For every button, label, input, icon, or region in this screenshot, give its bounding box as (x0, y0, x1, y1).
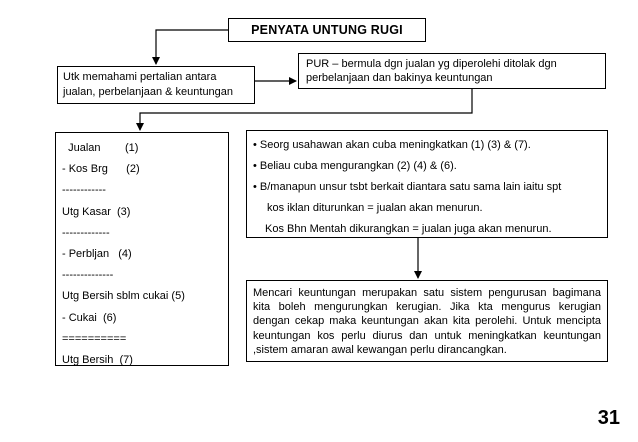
note-bullet-3-example-2: Kos Bhn Mentah dikurangkan = jualan juga akan menurun. (265, 223, 552, 235)
income-line: - Perbljan (4) (62, 247, 132, 260)
arrow-title-to-intro (156, 30, 228, 64)
summary-text: Mencari keuntungan merupakan satu sistem pengurusan bagimana kita boleh mengurungkan kerugian. Jika kta mengurus kerugian dengan cekap maka keuntungan akan kita perolehi. Untuk mencipta keuntungan kos perlu diurus dan untuk meningkatkan keuntungan ,sistem amaran awal kewangan perlu dirancangkan. (253, 287, 601, 356)
pur-definition-box (298, 53, 606, 89)
note-bullet-2: • Beliau cuba mengurangkan (2) (4) & (6). (253, 160, 457, 172)
income-line: Jualan (1) (62, 142, 139, 154)
income-line: Utg Kasar (3) (62, 205, 131, 218)
pur-line-1: PUR – bermula dgn jualan yg diperolehi ditolak dgn (306, 58, 557, 70)
income-separator: ========== (62, 332, 127, 345)
pur-line-2: perbelanjaan dan bakinya keuntungan (306, 72, 493, 84)
income-statement-box (55, 132, 229, 366)
intro-box (57, 66, 255, 104)
income-line: - Kos Brg (2) (62, 163, 140, 176)
note-bullet-3-example-1: kos iklan diturunkan = jualan akan menurun. (267, 202, 483, 214)
income-separator: -------------- (62, 269, 114, 282)
diagram-title: PENYATA UNTUNG RUGI (251, 23, 403, 37)
note-bullet-3: • B/manapun unsur tsbt berkait diantara satu sama lain iaitu spt (253, 181, 562, 193)
income-line: Utg Bersih sblm cukai (5) (62, 290, 185, 303)
intro-line-2: jualan, perbelanjaan & keuntungan (63, 86, 234, 98)
note-bullet-1: • Seorg usahawan akan cuba meningkatkan (1) (3) & (7). (253, 139, 531, 151)
intro-line-1: Utk memahami pertalian antara (63, 71, 217, 83)
page-number: 31 (597, 407, 620, 429)
income-separator: ------------ (62, 184, 106, 197)
title-box (228, 18, 426, 42)
income-separator: ------------- (62, 226, 110, 239)
income-line: Utg Bersih (7) (62, 353, 133, 366)
income-line: - Cukai (6) (62, 311, 117, 324)
summary-box (246, 280, 608, 362)
notes-box (246, 130, 608, 238)
